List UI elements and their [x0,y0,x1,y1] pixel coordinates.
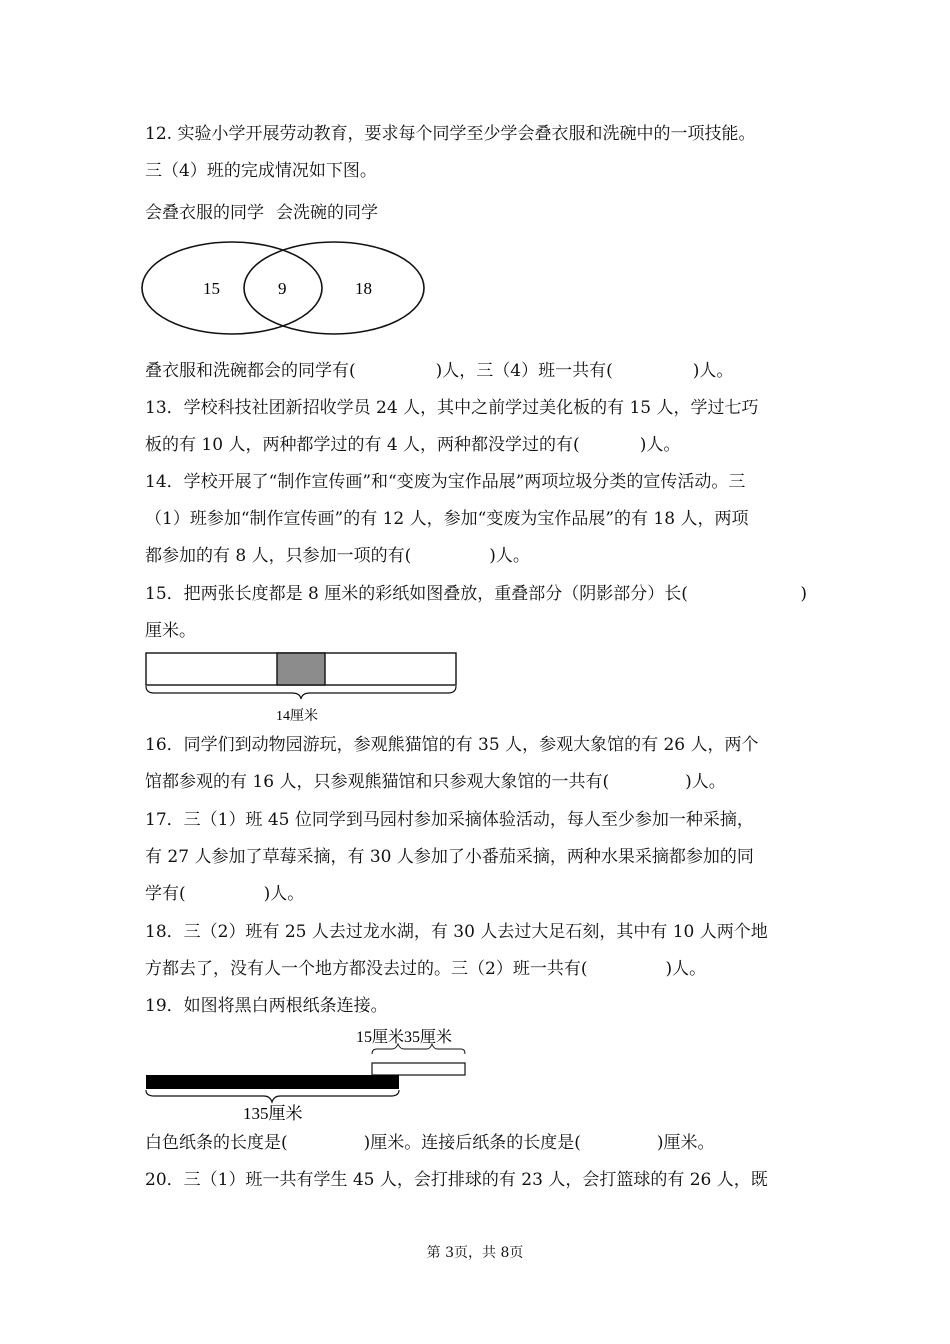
q14-line1: 14．学校开展了“制作宣传画”和“变废为宝作品展”两项垃圾分类的宣传活动。三 [145,472,746,492]
q14-line3-end: )人。 [489,546,530,566]
q17-line2: 有 27 人参加了草莓采摘，有 30 人参加了小番茄采摘，两种水果采摘都参加的同 [145,847,754,867]
q17-line1: 17．三（1）班 45 位同学到马园村参加采摘体验活动，每人至少参加一种采摘， [145,810,754,830]
venn-label-left: 会叠衣服的同学 [145,203,264,223]
venn-label-right: 会洗碗的同学 [276,203,378,223]
venn-right-only: 18 [355,279,372,298]
q12-answer-text-c: )人。 [692,361,734,381]
q12-answer [145,359,733,383]
q16-line2-end: )人。 [685,772,726,792]
bottom-brace [146,1090,399,1102]
q18-line2-end: )人。 [665,959,707,979]
paper-overlap-diagram [140,648,470,726]
q14-line2: （1）班参加“制作宣传画”的有 12 人，参加“变废为宝作品展”的有 18 人，两项 [145,509,749,529]
q12-line2: 三（4）班的完成情况如下图。 [145,161,377,181]
q13-line2-end: )人。 [639,435,681,455]
venn-left-only: 15 [203,279,220,298]
venn-circle-right [244,242,424,334]
top-length-label: 15厘米35厘米 [356,1029,453,1046]
total-length-brace [146,686,456,699]
q19-line1: 19．如图将黑白两根纸条连接。 [145,996,388,1016]
q13-line2 [145,433,680,457]
q19-answer-text-b: )厘米。连接后纸条的长度是( [363,1133,581,1153]
q13-line1: 13．学校科技社团新招收学员 24 人，其中之前学过美化板的有 15 人，学过七巧 [145,398,759,418]
bottom-length-label: 135厘米 [243,1104,303,1123]
venn-labels [145,198,378,223]
black-strip [146,1075,399,1089]
q16-line2 [145,770,726,794]
q17-line3-text: 学有( [145,884,186,904]
q18-line2-text: 方都去了，没有人一个地方都没去过的。三（2）班一共有( [145,959,588,979]
q15-line2: 厘米。 [145,621,196,641]
q20-line1: 20．三（1）班一共有学生 45 人，会打排球的有 23 人，会打篮球的有 26 人，既 [145,1170,768,1190]
page-footer: 第 3页，共 8页 [426,1245,524,1261]
q17-line3 [145,882,304,906]
paper-strips-diagram [140,1024,480,1126]
q17-line3-end: )人。 [263,884,305,904]
q15-line1 [145,582,807,606]
q19-answer-text-c: )厘米。 [656,1133,715,1153]
q12-line1: 12. 实验小学开展劳动教育，要求每个同学至少学会叠衣服和洗碗中的一项技能。 [145,124,756,144]
q13-line2-text: 板的有 10 人，两种都学过的有 4 人，两种都没学过的有( [145,435,580,455]
venn-both: 9 [278,279,287,298]
q18-line1: 18．三（2）班有 25 人去过龙水湖，有 30 人去过大足石刻，其中有 10 人两个地 [145,922,768,942]
q18-line2 [145,957,706,981]
venn-diagram [140,240,440,340]
q14-line3 [145,544,530,568]
q16-line2-text: 馆都参观的有 16 人，只参观熊猫馆和只参观大象馆的一共有( [145,772,610,792]
q15-line1-end: ) [800,584,807,604]
q12-answer-text-a: 叠衣服和洗碗都会的同学有( [145,361,356,381]
q16-line1: 16．同学们到动物园游玩，参观熊猫馆的有 35 人，参观大象馆的有 26 人，两个 [145,735,759,755]
venn-circle-left [142,242,322,334]
total-length-label: 14厘米 [276,709,318,724]
white-strip [372,1063,465,1075]
q12-answer-text-b: )人，三（4）班一共有( [435,361,613,381]
overlap-shaded [277,653,325,685]
q19-answer-text-a: 白色纸条的长度是( [145,1133,288,1153]
q14-line3-text: 都参加的有 8 人，只参加一项的有( [145,546,412,566]
q15-line1-text: 15．把两张长度都是 8 厘米的彩纸如图叠放，重叠部分（阴影部分）长( [145,584,688,604]
q19-answer [145,1131,715,1155]
